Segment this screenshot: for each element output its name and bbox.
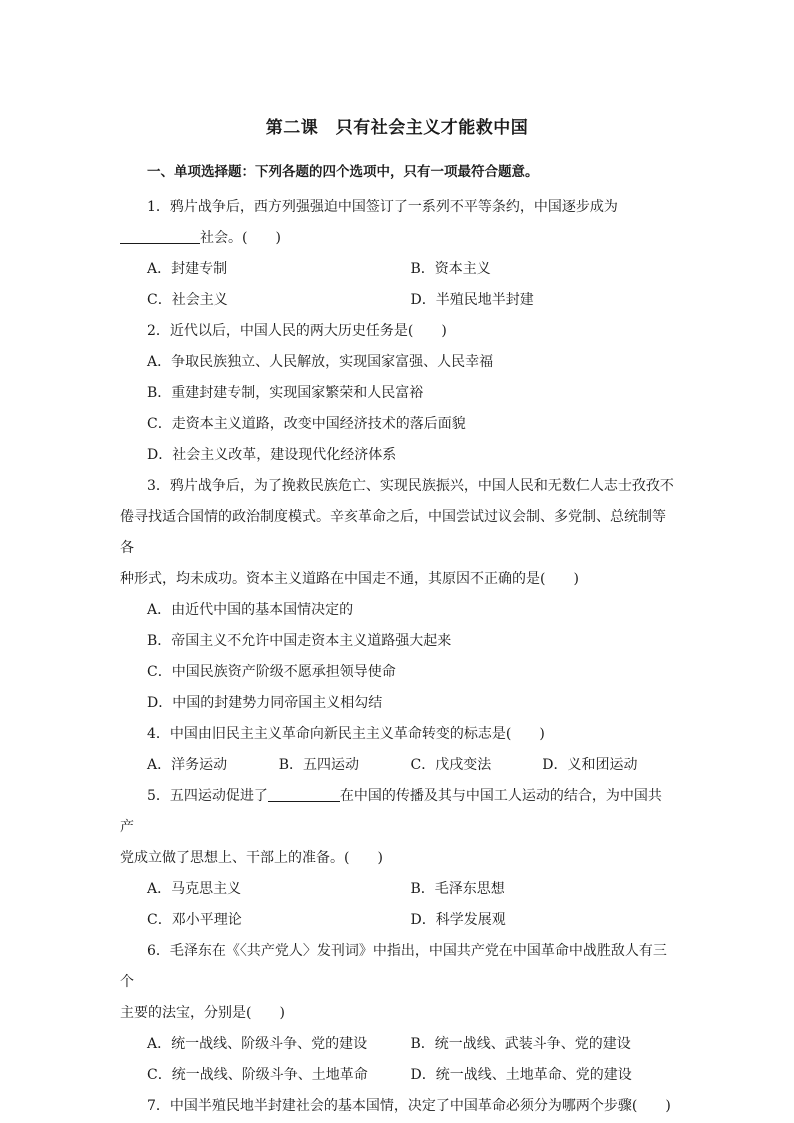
- section-heading: 一、单项选择题：下列各题的四个选项中，只有一项最符合题意。: [147, 164, 539, 180]
- option-b: B．资本主义: [410, 261, 491, 277]
- question-6-stem-line2: 主要的法宝，分别是( ): [120, 1005, 285, 1021]
- option-c: C．戊戌变法: [410, 757, 492, 773]
- answer-blank: [268, 785, 340, 802]
- question-1: [120, 192, 674, 316]
- option-b: B．五四运动: [278, 757, 360, 773]
- page-title: 第二课 只有社会主义才能救中国: [265, 118, 529, 138]
- question-5: [120, 781, 674, 936]
- option-c: C．邓小平理论: [147, 912, 242, 928]
- question-1-stem-line2: 社会。( ): [120, 223, 674, 254]
- option-c: C．统一战线、阶级斗争、土地革命: [147, 1067, 368, 1083]
- option-d: D．中国的封建势力同帝国主义相勾结: [147, 695, 383, 711]
- option-d: D．义和团运动: [542, 757, 638, 773]
- question-5-stem-line2: 党成立做了思想上、干部上的准备。( ): [120, 850, 383, 866]
- question-3-stem-line1: 3．鸦片战争后，为了挽救民族危亡、实现民族振兴，中国人民和无数仁人志士孜孜不: [147, 478, 674, 494]
- option-d: D．科学发展观: [410, 912, 506, 928]
- question-5-options: [147, 874, 674, 936]
- question-3: [120, 471, 674, 719]
- question-2-options: [147, 347, 674, 471]
- option-a: A．统一战线、阶级斗争、党的建设: [147, 1036, 368, 1052]
- option-a: A．洋务运动: [147, 757, 228, 773]
- option-a: A．由近代中国的基本国情决定的: [147, 602, 354, 618]
- question-7: [120, 1091, 674, 1122]
- question-6-stem-line1: 6．毛泽东在《〈共产党人〉发刊词》中指出，中国共产党在中国革命中战胜敌人有三个: [120, 943, 667, 990]
- option-a: A．马克思主义: [147, 881, 242, 897]
- question-3-options: [147, 595, 674, 719]
- option-d: D．半殖民地半封建: [410, 292, 534, 308]
- question-6: [120, 936, 674, 1091]
- option-c: C．社会主义: [147, 292, 228, 308]
- question-4-stem: 4．中国由旧民主主义革命向新民主主义革命转变的标志是( ): [147, 726, 545, 742]
- option-c: C．走资本主义道路，改变中国经济技术的落后面貌: [147, 416, 466, 432]
- option-b: B．重建封建专制，实现国家繁荣和人民富裕: [147, 385, 424, 401]
- question-5-stem-line1: 5．五四运动促进了 在中国的传播及其与中国工人运动的结合，为中国共产: [120, 781, 674, 843]
- question-6-options: [147, 1029, 674, 1091]
- question-2-stem: 2．近代以后，中国人民的两大历史任务是( ): [147, 323, 447, 339]
- option-d: D．统一战线、土地革命、党的建设: [410, 1067, 632, 1083]
- option-a: A．封建专制: [147, 261, 228, 277]
- answer-blank: [120, 227, 200, 244]
- question-7-stem: 7．中国半殖民地半封建社会的基本国情，决定了中国革命必须分为哪两个步骤( ): [147, 1098, 671, 1114]
- option-c: C．中国民族资产阶级不愿承担领导使命: [147, 664, 396, 680]
- option-b: B．统一战线、武装斗争、党的建设: [410, 1036, 631, 1052]
- question-2: [120, 316, 674, 471]
- option-b: B．毛泽东思想: [410, 881, 505, 897]
- question-4-options: [147, 750, 674, 781]
- question-3-stem-line3: 种形式，均未成功。资本主义道路在中国走不通，其原因不正确的是( ): [120, 571, 579, 587]
- question-4: [120, 719, 674, 781]
- question-1-options: [147, 254, 674, 316]
- option-a: A．争取民族独立、人民解放，实现国家富强、人民幸福: [147, 354, 494, 370]
- question-1-stem-line1: 1．鸦片战争后，西方列强强迫中国签订了一系列不平等条约，中国逐步成为: [147, 199, 618, 215]
- option-d: D．社会主义改革，建设现代化经济体系: [147, 447, 397, 463]
- option-b: B．帝国主义不允许中国走资本主义道路强大起来: [147, 633, 452, 649]
- question-3-stem-line2: 倦寻找适合国情的政治制度模式。辛亥革命之后，中国尝试过议会制、多党制、总统制等各: [120, 509, 666, 556]
